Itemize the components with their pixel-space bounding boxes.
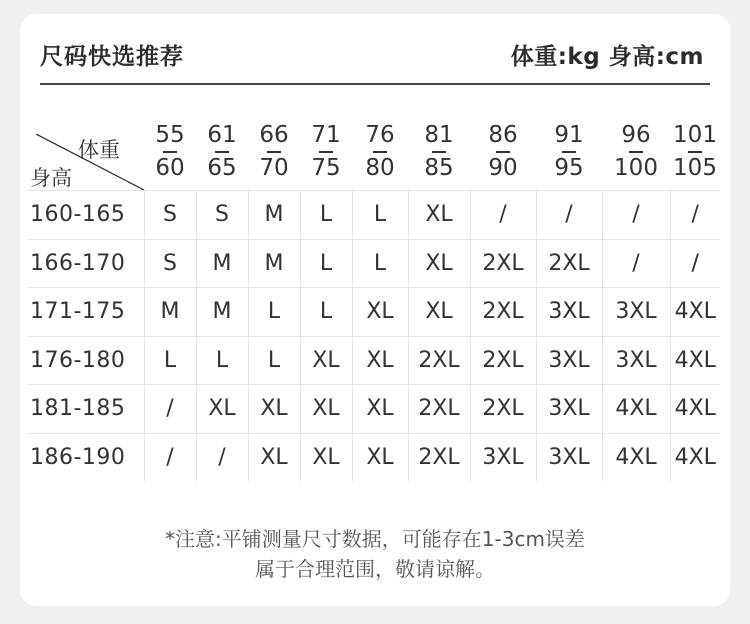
size-cell: 3XL bbox=[602, 288, 670, 337]
size-cell: 2XL bbox=[470, 336, 536, 385]
table-row bbox=[28, 191, 720, 240]
size-cell: / bbox=[196, 433, 248, 481]
size-cell: M bbox=[196, 288, 248, 337]
size-cell: L bbox=[300, 288, 352, 337]
weight-axis-label: 体重 bbox=[78, 138, 120, 162]
weight-range-max: 105 bbox=[673, 155, 717, 181]
weight-range-header bbox=[470, 114, 536, 191]
range-dash bbox=[215, 151, 229, 153]
size-cell: S bbox=[144, 191, 196, 240]
weight-range-min: 61 bbox=[207, 122, 237, 148]
height-range-label: 171-175 bbox=[28, 288, 144, 337]
size-cell: / bbox=[470, 191, 536, 240]
size-cell: XL bbox=[352, 385, 408, 434]
size-cell: / bbox=[602, 191, 670, 240]
weight-header-row bbox=[28, 114, 720, 191]
weight-range-header bbox=[670, 114, 720, 191]
size-cell: 4XL bbox=[670, 288, 720, 337]
weight-range-max: 80 bbox=[365, 155, 395, 181]
size-cell: 3XL bbox=[536, 336, 602, 385]
size-cell: / bbox=[536, 191, 602, 240]
size-cell: 3XL bbox=[602, 336, 670, 385]
table-row bbox=[28, 433, 720, 481]
size-cell: L bbox=[196, 336, 248, 385]
size-cell: XL bbox=[408, 288, 470, 337]
range-dash bbox=[688, 151, 702, 153]
weight-range-max: 100 bbox=[614, 155, 658, 181]
height-axis-label: 身高 bbox=[30, 166, 72, 190]
corner-cell bbox=[28, 114, 144, 191]
size-cell: L bbox=[248, 336, 300, 385]
weight-range-header bbox=[300, 114, 352, 191]
size-cell: XL bbox=[408, 191, 470, 240]
size-cell: M bbox=[144, 288, 196, 337]
size-cell: 2XL bbox=[470, 288, 536, 337]
size-cell: 3XL bbox=[536, 433, 602, 481]
table-row bbox=[28, 288, 720, 337]
size-cell: 2XL bbox=[470, 239, 536, 288]
size-cell: L bbox=[300, 239, 352, 288]
chart-title: 尺码快选推荐 bbox=[40, 44, 184, 70]
size-cell: XL bbox=[352, 288, 408, 337]
size-cell: 2XL bbox=[408, 385, 470, 434]
size-cell: L bbox=[144, 336, 196, 385]
range-dash bbox=[432, 151, 446, 153]
weight-range-header bbox=[352, 114, 408, 191]
size-cell: L bbox=[248, 288, 300, 337]
height-range-label: 186-190 bbox=[28, 433, 144, 481]
range-dash bbox=[629, 151, 643, 153]
range-dash bbox=[496, 151, 510, 153]
weight-range-header bbox=[248, 114, 300, 191]
size-cell: XL bbox=[352, 433, 408, 481]
header-divider bbox=[40, 83, 710, 85]
size-cell: L bbox=[352, 239, 408, 288]
size-cell: 4XL bbox=[602, 433, 670, 481]
weight-range-min: 66 bbox=[259, 122, 289, 148]
range-dash bbox=[319, 151, 333, 153]
size-cell: S bbox=[196, 191, 248, 240]
size-cell: / bbox=[144, 385, 196, 434]
range-dash bbox=[267, 151, 281, 153]
range-dash bbox=[163, 151, 177, 153]
size-cell: S bbox=[144, 239, 196, 288]
units-label: 体重:kg 身高:cm bbox=[510, 44, 704, 70]
size-cell: XL bbox=[408, 239, 470, 288]
size-cell: M bbox=[248, 239, 300, 288]
size-cell: XL bbox=[196, 385, 248, 434]
size-cell: 4XL bbox=[670, 385, 720, 434]
size-cell: 2XL bbox=[470, 385, 536, 434]
weight-range-max: 65 bbox=[207, 155, 237, 181]
table-row bbox=[28, 239, 720, 288]
note-line-1: *注意:平铺测量尺寸数据，可能存在1-3cm误差 bbox=[165, 527, 585, 551]
weight-range-header bbox=[602, 114, 670, 191]
weight-range-min: 101 bbox=[673, 122, 717, 148]
size-cell: 2XL bbox=[408, 433, 470, 481]
size-cell: M bbox=[248, 191, 300, 240]
note-line-2: 属于合理范围，敬请谅解。 bbox=[255, 557, 495, 581]
size-cell: 3XL bbox=[536, 385, 602, 434]
size-cell: 2XL bbox=[408, 336, 470, 385]
height-range-label: 181-185 bbox=[28, 385, 144, 434]
size-cell: XL bbox=[248, 385, 300, 434]
height-range-label: 166-170 bbox=[28, 239, 144, 288]
weight-range-max: 85 bbox=[424, 155, 454, 181]
weight-range-header bbox=[536, 114, 602, 191]
size-cell: XL bbox=[300, 433, 352, 481]
weight-range-max: 75 bbox=[311, 155, 341, 181]
weight-range-max: 90 bbox=[488, 155, 518, 181]
size-chart-card bbox=[20, 14, 730, 606]
weight-range-max: 95 bbox=[554, 155, 584, 181]
size-cell: / bbox=[602, 239, 670, 288]
size-cell: XL bbox=[300, 336, 352, 385]
weight-range-max: 60 bbox=[155, 155, 185, 181]
size-cell: / bbox=[670, 191, 720, 240]
weight-range-min: 55 bbox=[155, 122, 185, 148]
size-cell: 4XL bbox=[670, 336, 720, 385]
size-table bbox=[28, 114, 720, 481]
size-cell: / bbox=[144, 433, 196, 481]
size-cell: / bbox=[670, 239, 720, 288]
weight-range-header bbox=[144, 114, 196, 191]
size-cell: 3XL bbox=[470, 433, 536, 481]
table-row bbox=[28, 336, 720, 385]
weight-range-min: 86 bbox=[488, 122, 518, 148]
size-cell: 4XL bbox=[602, 385, 670, 434]
size-cell: L bbox=[300, 191, 352, 240]
weight-range-min: 96 bbox=[621, 122, 651, 148]
table-row bbox=[28, 385, 720, 434]
range-dash bbox=[562, 151, 576, 153]
size-cell: 2XL bbox=[536, 239, 602, 288]
range-dash bbox=[373, 151, 387, 153]
size-cell: XL bbox=[248, 433, 300, 481]
size-cell: M bbox=[196, 239, 248, 288]
size-cell: L bbox=[352, 191, 408, 240]
size-cell: XL bbox=[352, 336, 408, 385]
weight-range-header bbox=[408, 114, 470, 191]
weight-range-min: 91 bbox=[554, 122, 584, 148]
weight-range-min: 76 bbox=[365, 122, 395, 148]
weight-range-min: 81 bbox=[424, 122, 454, 148]
weight-range-max: 70 bbox=[259, 155, 289, 181]
measurement-note bbox=[20, 524, 730, 584]
height-range-label: 160-165 bbox=[28, 191, 144, 240]
height-range-label: 176-180 bbox=[28, 336, 144, 385]
size-cell: XL bbox=[300, 385, 352, 434]
size-cell: 3XL bbox=[536, 288, 602, 337]
weight-range-min: 71 bbox=[311, 122, 341, 148]
size-cell: 4XL bbox=[670, 433, 720, 481]
weight-range-header bbox=[196, 114, 248, 191]
